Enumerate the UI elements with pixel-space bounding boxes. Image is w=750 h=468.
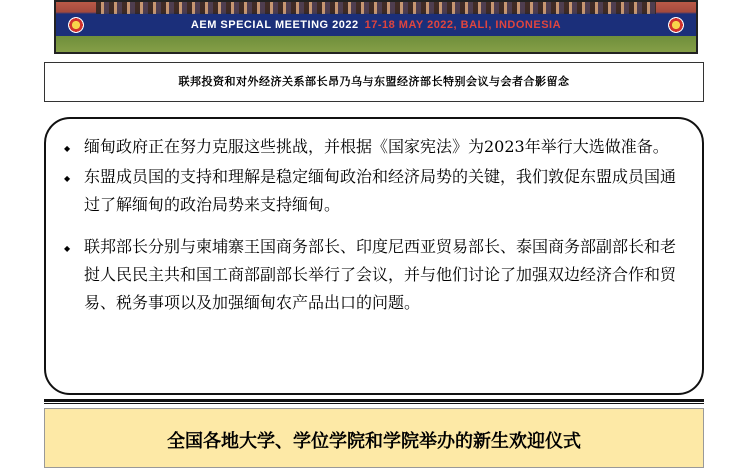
bullet-text: 东盟成员国的支持和理解是稳定缅甸政治和经济局势的关键，我们敦促东盟成员国通过了解缅甸的政治局势来支持缅甸。 xyxy=(84,167,677,214)
section-heading-text: 全国各地大学、学位学院和学院举办的新生欢迎仪式 xyxy=(167,431,581,452)
photo-banner xyxy=(56,15,696,35)
banner-date: 17-18 MAY 2022, BALI, INDONESIA xyxy=(364,19,562,31)
bullet-item xyxy=(64,233,682,317)
bullet-item xyxy=(64,163,682,219)
asean-logo-right-icon xyxy=(668,17,684,33)
bullet-diamond-icon: ◆ xyxy=(64,174,71,183)
bullet-item xyxy=(64,133,682,163)
bullet-box xyxy=(44,117,704,395)
section-divider-thin xyxy=(44,403,704,404)
bullet-text: 缅甸政府正在努力克服这些挑战，并根据《国家宪法》为2023年举行大选做准备。 xyxy=(84,137,669,156)
bullet-diamond-icon: ◆ xyxy=(64,244,71,253)
banner-title: AEM SPECIAL MEETING 2022 xyxy=(190,19,359,31)
meeting-photo xyxy=(54,0,698,54)
section-divider xyxy=(44,399,704,402)
bullet-diamond-icon: ◆ xyxy=(64,144,71,153)
photo-caption: 联邦投资和对外经济关系部长昂乃乌与东盟经济部长特别会议与会者合影留念 xyxy=(44,62,704,102)
section-heading xyxy=(44,408,704,468)
photo-crowd xyxy=(96,2,656,14)
bullet-text: 联邦部长分别与柬埔寨王国商务部长、印度尼西亚贸易部长、泰国商务部副部长和老挝人民民主共和国工商部副部长举行了会议，并与他们讨论了加强双边经济合作和贸易、税务事项以及加强缅甸农产品出口的问题。 xyxy=(84,237,677,312)
